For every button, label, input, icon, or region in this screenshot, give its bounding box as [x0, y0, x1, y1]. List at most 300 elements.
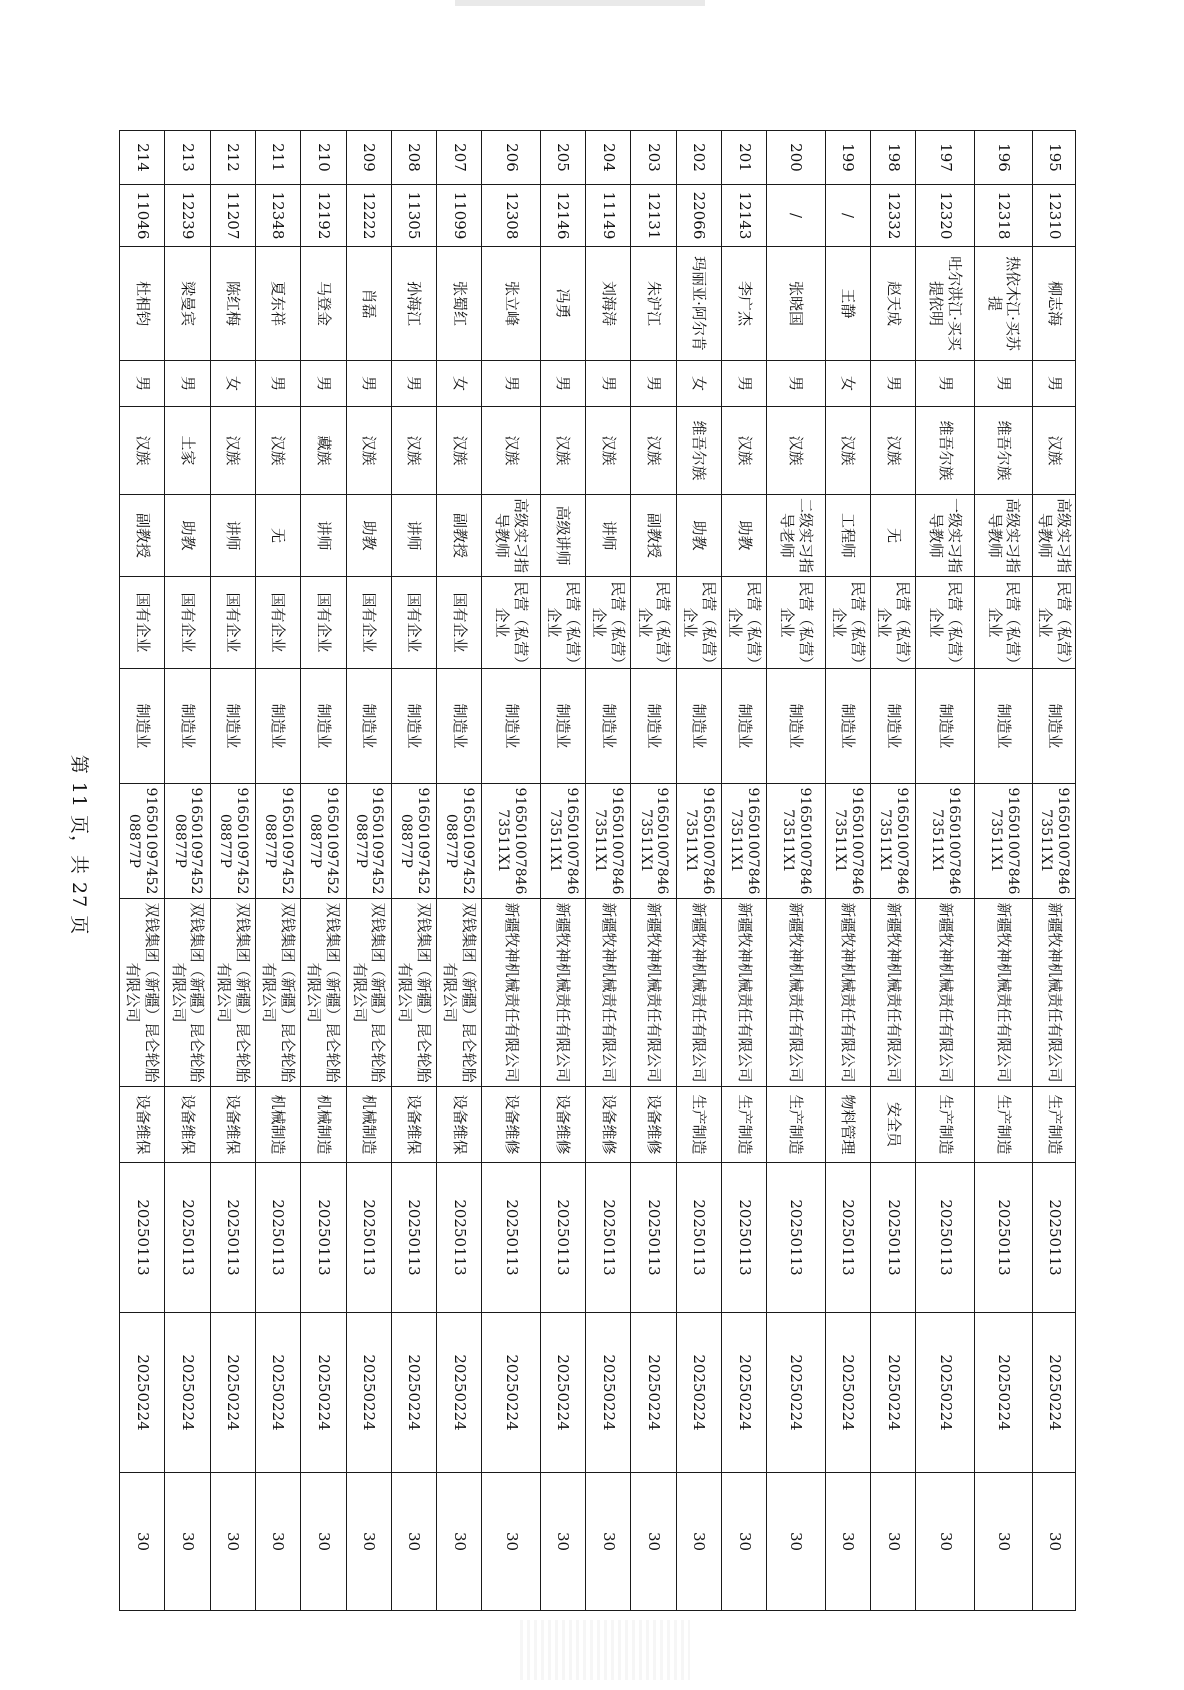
cell-industry: 制造业: [210, 669, 255, 784]
cell-credit-code: 91650109745208877P: [120, 784, 165, 899]
cell-ethnicity: 土家: [165, 407, 210, 495]
cell-title: 讲师: [586, 495, 631, 577]
cell-days: 30: [210, 1473, 255, 1611]
cell-start-date: 20250113: [916, 1163, 975, 1313]
cell-title: 二级实习指导老师: [767, 495, 826, 577]
cell-credit-code: 91650100784673511X1: [676, 784, 721, 899]
cell-industry: 制造业: [1033, 669, 1076, 784]
cell-name: 柳志海: [1033, 247, 1076, 361]
cell-company: 新疆牧神机械责任有限公司: [825, 899, 870, 1087]
cell-industry: 制造业: [722, 669, 767, 784]
cell-gender: 男: [301, 361, 346, 407]
cell-id: 11099: [437, 185, 482, 247]
cell-gender: 男: [391, 361, 436, 407]
cell-credit-code: 91650100784673511X1: [540, 784, 585, 899]
cell-company: 双钱集团（新疆）昆仑轮胎有限公司: [391, 899, 436, 1087]
cell-gender: 男: [120, 361, 165, 407]
cell-gender: 男: [586, 361, 631, 407]
cell-id: 11305: [391, 185, 436, 247]
table-row: [255, 131, 300, 1611]
cell-start-date: 20250113: [871, 1163, 916, 1313]
cell-credit-code: 91650100784673511X1: [722, 784, 767, 899]
cell-ethnicity: 汉族: [1033, 407, 1076, 495]
cell-id: 12348: [255, 185, 300, 247]
cell-position: 生产制造: [722, 1087, 767, 1163]
cell-days: 30: [974, 1473, 1033, 1611]
cell-seq: 199: [825, 131, 870, 185]
cell-seq: 207: [437, 131, 482, 185]
table-row: [540, 131, 585, 1611]
cell-ethnicity: 汉族: [391, 407, 436, 495]
cell-ethnicity: 汉族: [482, 407, 541, 495]
cell-industry: 制造业: [346, 669, 391, 784]
cell-credit-code: 91650100784673511X1: [482, 784, 541, 899]
cell-ownership: 民营（私营）企业: [974, 577, 1033, 669]
cell-company: 新疆牧神机械责任有限公司: [916, 899, 975, 1087]
cell-position: 设备维保: [210, 1087, 255, 1163]
cell-seq: 211: [255, 131, 300, 185]
cell-position: 生产制造: [1033, 1087, 1076, 1163]
cell-end-date: 20250224: [437, 1313, 482, 1473]
cell-industry: 制造业: [916, 669, 975, 784]
cell-ownership: 民营（私营）企业: [1033, 577, 1076, 669]
cell-end-date: 20250224: [165, 1313, 210, 1473]
table-row: [676, 131, 721, 1611]
cell-ownership: 民营（私营）企业: [586, 577, 631, 669]
cell-days: 30: [540, 1473, 585, 1611]
table-row: [346, 131, 391, 1611]
cell-title: 一级实习指导教师: [916, 495, 975, 577]
cell-position: 生产制造: [916, 1087, 975, 1163]
cell-seq: 205: [540, 131, 585, 185]
cell-ethnicity: 汉族: [210, 407, 255, 495]
cell-ownership: 民营（私营）企业: [871, 577, 916, 669]
cell-id: 12332: [871, 185, 916, 247]
cell-start-date: 20250113: [586, 1163, 631, 1313]
cell-ethnicity: 汉族: [437, 407, 482, 495]
cell-id: 12320: [916, 185, 975, 247]
cell-id: 12192: [301, 185, 346, 247]
cell-company: 新疆牧神机械责任有限公司: [586, 899, 631, 1087]
cell-ownership: 民营（私营）企业: [540, 577, 585, 669]
cell-company: 双钱集团（新疆）昆仑轮胎有限公司: [437, 899, 482, 1087]
cell-credit-code: 91650100784673511X1: [974, 784, 1033, 899]
cell-gender: 男: [631, 361, 676, 407]
cell-start-date: 20250113: [301, 1163, 346, 1313]
cell-start-date: 20250113: [346, 1163, 391, 1313]
cell-credit-code: 91650109745208877P: [301, 784, 346, 899]
table-row: [210, 131, 255, 1611]
cell-id: 12222: [346, 185, 391, 247]
table-row: [767, 131, 826, 1611]
cell-title: 高级实习指导教师: [974, 495, 1033, 577]
cell-start-date: 20250113: [391, 1163, 436, 1313]
cell-id: 22066: [676, 185, 721, 247]
cell-gender: 女: [210, 361, 255, 407]
cell-gender: 男: [255, 361, 300, 407]
cell-title: 助教: [346, 495, 391, 577]
cell-position: 设备维修: [482, 1087, 541, 1163]
cell-company: 新疆牧神机械责任有限公司: [540, 899, 585, 1087]
cell-seq: 212: [210, 131, 255, 185]
table-row: [1033, 131, 1076, 1611]
cell-name: 张晓国: [767, 247, 826, 361]
cell-days: 30: [482, 1473, 541, 1611]
cell-position: 机械制造: [255, 1087, 300, 1163]
cell-name: 赵天成: [871, 247, 916, 361]
cell-industry: 制造业: [482, 669, 541, 784]
cell-start-date: 20250113: [210, 1163, 255, 1313]
cell-title: 无: [255, 495, 300, 577]
cell-title: 无: [871, 495, 916, 577]
cell-gender: 女: [437, 361, 482, 407]
cell-company: 双钱集团（新疆）昆仑轮胎有限公司: [210, 899, 255, 1087]
table-row: [825, 131, 870, 1611]
cell-title: 助教: [722, 495, 767, 577]
cell-industry: 制造业: [540, 669, 585, 784]
cell-ownership: 国有企业: [437, 577, 482, 669]
cell-end-date: 20250224: [255, 1313, 300, 1473]
cell-name: 肖磊: [346, 247, 391, 361]
cell-position: 设备维保: [120, 1087, 165, 1163]
cell-days: 30: [586, 1473, 631, 1611]
cell-end-date: 20250224: [916, 1313, 975, 1473]
cell-name: 刘海涛: [586, 247, 631, 361]
cell-end-date: 20250224: [631, 1313, 676, 1473]
table-row: [165, 131, 210, 1611]
cell-seq: 214: [120, 131, 165, 185]
cell-days: 30: [255, 1473, 300, 1611]
cell-credit-code: 91650109745208877P: [346, 784, 391, 899]
cell-credit-code: 91650109745208877P: [391, 784, 436, 899]
cell-days: 30: [1033, 1473, 1076, 1611]
cell-start-date: 20250113: [1033, 1163, 1076, 1313]
cell-start-date: 20250113: [825, 1163, 870, 1313]
cell-credit-code: 91650100784673511X1: [586, 784, 631, 899]
cell-ethnicity: 汉族: [767, 407, 826, 495]
cell-ownership: 国有企业: [301, 577, 346, 669]
cell-days: 30: [825, 1473, 870, 1611]
cell-name: 冯勇: [540, 247, 585, 361]
cell-name: 杜相钧: [120, 247, 165, 361]
cell-company: 双钱集团（新疆）昆仑轮胎有限公司: [120, 899, 165, 1087]
cell-gender: 男: [722, 361, 767, 407]
cell-company: 双钱集团（新疆）昆仑轮胎有限公司: [301, 899, 346, 1087]
cell-company: 新疆牧神机械责任有限公司: [631, 899, 676, 1087]
cell-industry: 制造业: [974, 669, 1033, 784]
cell-ethnicity: 汉族: [722, 407, 767, 495]
cell-gender: 女: [825, 361, 870, 407]
cell-start-date: 20250113: [540, 1163, 585, 1313]
cell-ownership: 国有企业: [165, 577, 210, 669]
cell-seq: 203: [631, 131, 676, 185]
cell-days: 30: [120, 1473, 165, 1611]
table-row: [974, 131, 1033, 1611]
cell-credit-code: 91650100784673511X1: [767, 784, 826, 899]
cell-credit-code: 91650100784673511X1: [631, 784, 676, 899]
cell-industry: 制造业: [391, 669, 436, 784]
cell-title: 讲师: [301, 495, 346, 577]
cell-seq: 198: [871, 131, 916, 185]
cell-days: 30: [916, 1473, 975, 1611]
cell-ethnicity: 汉族: [540, 407, 585, 495]
table-row: [482, 131, 541, 1611]
cell-title: 高级实习指导教师: [1033, 495, 1076, 577]
cell-name: 吐尔洪江·买买提依明: [916, 247, 975, 361]
cell-industry: 制造业: [871, 669, 916, 784]
cell-name: 梁曼宾: [165, 247, 210, 361]
cell-ethnicity: 维吾尔族: [676, 407, 721, 495]
cell-end-date: 20250224: [871, 1313, 916, 1473]
cell-industry: 制造业: [120, 669, 165, 784]
table-body: [120, 131, 1076, 1611]
cell-start-date: 20250113: [676, 1163, 721, 1313]
cell-name: 马登金: [301, 247, 346, 361]
cell-ownership: 国有企业: [391, 577, 436, 669]
cell-name: 热依木江·买苏提: [974, 247, 1033, 361]
cell-end-date: 20250224: [586, 1313, 631, 1473]
cell-end-date: 20250224: [482, 1313, 541, 1473]
cell-gender: 男: [974, 361, 1033, 407]
cell-days: 30: [165, 1473, 210, 1611]
cell-seq: 197: [916, 131, 975, 185]
cell-position: 生产制造: [767, 1087, 826, 1163]
cell-company: 新疆牧神机械责任有限公司: [1033, 899, 1076, 1087]
cell-gender: 男: [767, 361, 826, 407]
cell-id: 12239: [165, 185, 210, 247]
cell-position: 机械制造: [346, 1087, 391, 1163]
cell-position: 设备维保: [391, 1087, 436, 1163]
cell-id: 12318: [974, 185, 1033, 247]
cell-position: 物料管理: [825, 1087, 870, 1163]
cell-ethnicity: 汉族: [631, 407, 676, 495]
cell-end-date: 20250224: [676, 1313, 721, 1473]
cell-end-date: 20250224: [974, 1313, 1033, 1473]
cell-ownership: 民营（私营）企业: [825, 577, 870, 669]
cell-ethnicity: 维吾尔族: [974, 407, 1033, 495]
cell-days: 30: [676, 1473, 721, 1611]
cell-gender: 男: [482, 361, 541, 407]
cell-end-date: 20250224: [825, 1313, 870, 1473]
cell-start-date: 20250113: [120, 1163, 165, 1313]
cell-seq: 204: [586, 131, 631, 185]
cell-industry: 制造业: [631, 669, 676, 784]
cell-start-date: 20250113: [631, 1163, 676, 1313]
cell-name: 陈红梅: [210, 247, 255, 361]
cell-title: 副教授: [120, 495, 165, 577]
cell-end-date: 20250224: [120, 1313, 165, 1473]
cell-seq: 213: [165, 131, 210, 185]
cell-title: 讲师: [391, 495, 436, 577]
cell-ownership: 民营（私营）企业: [767, 577, 826, 669]
cell-start-date: 20250113: [255, 1163, 300, 1313]
cell-credit-code: 91650109745208877P: [165, 784, 210, 899]
cell-credit-code: 91650109745208877P: [210, 784, 255, 899]
cell-end-date: 20250224: [540, 1313, 585, 1473]
cell-title: 高级实习指导教师: [482, 495, 541, 577]
cell-company: 双钱集团（新疆）昆仑轮胎有限公司: [165, 899, 210, 1087]
cell-company: 新疆牧神机械责任有限公司: [482, 899, 541, 1087]
cell-position: 生产制造: [676, 1087, 721, 1163]
cell-ethnicity: 汉族: [346, 407, 391, 495]
cell-ethnicity: 藏族: [301, 407, 346, 495]
cell-days: 30: [437, 1473, 482, 1611]
cell-company: 新疆牧神机械责任有限公司: [767, 899, 826, 1087]
cell-id: 12310: [1033, 185, 1076, 247]
table-row: [301, 131, 346, 1611]
cell-gender: 女: [676, 361, 721, 407]
cell-industry: 制造业: [586, 669, 631, 784]
cell-id: /: [767, 185, 826, 247]
cell-gender: 男: [346, 361, 391, 407]
cell-ownership: 民营（私营）企业: [916, 577, 975, 669]
cell-ethnicity: 汉族: [586, 407, 631, 495]
cell-industry: 制造业: [767, 669, 826, 784]
cell-seq: 210: [301, 131, 346, 185]
cell-gender: 男: [165, 361, 210, 407]
cell-credit-code: 91650100784673511X1: [871, 784, 916, 899]
cell-seq: 206: [482, 131, 541, 185]
cell-days: 30: [346, 1473, 391, 1611]
cell-position: 设备维修: [540, 1087, 585, 1163]
cell-days: 30: [631, 1473, 676, 1611]
cell-industry: 制造业: [676, 669, 721, 784]
cell-title: 讲师: [210, 495, 255, 577]
cell-company: 新疆牧神机械责任有限公司: [722, 899, 767, 1087]
cell-company: 新疆牧神机械责任有限公司: [676, 899, 721, 1087]
cell-ownership: 民营（私营）企业: [722, 577, 767, 669]
cell-credit-code: 91650109745208877P: [255, 784, 300, 899]
cell-end-date: 20250224: [210, 1313, 255, 1473]
cell-days: 30: [722, 1473, 767, 1611]
table-row: [871, 131, 916, 1611]
cell-id: 11149: [586, 185, 631, 247]
cell-start-date: 20250113: [437, 1163, 482, 1313]
cell-company: 双钱集团（新疆）昆仑轮胎有限公司: [255, 899, 300, 1087]
cell-position: 设备维修: [586, 1087, 631, 1163]
cell-ownership: 民营（私营）企业: [676, 577, 721, 669]
cell-ownership: 民营（私营）企业: [482, 577, 541, 669]
cell-seq: 202: [676, 131, 721, 185]
table-row: [437, 131, 482, 1611]
cell-id: 11046: [120, 185, 165, 247]
cell-credit-code: 91650100784673511X1: [1033, 784, 1076, 899]
cell-ethnicity: 汉族: [825, 407, 870, 495]
page-footer: 第 11 页，共 27 页: [68, 754, 90, 936]
cell-seq: 209: [346, 131, 391, 185]
cell-company: 双钱集团（新疆）昆仑轮胎有限公司: [346, 899, 391, 1087]
cell-ethnicity: 汉族: [255, 407, 300, 495]
cell-name: 王静: [825, 247, 870, 361]
cell-id: /: [825, 185, 870, 247]
cell-name: 夏东祥: [255, 247, 300, 361]
cell-industry: 制造业: [165, 669, 210, 784]
cell-position: 设备维修: [631, 1087, 676, 1163]
cell-start-date: 20250113: [767, 1163, 826, 1313]
cell-ownership: 国有企业: [255, 577, 300, 669]
cell-ethnicity: 维吾尔族: [916, 407, 975, 495]
cell-days: 30: [767, 1473, 826, 1611]
cell-credit-code: 91650100784673511X1: [825, 784, 870, 899]
cell-end-date: 20250224: [722, 1313, 767, 1473]
cell-seq: 200: [767, 131, 826, 185]
cell-ownership: 国有企业: [120, 577, 165, 669]
cell-position: 设备维保: [165, 1087, 210, 1163]
cell-end-date: 20250224: [346, 1313, 391, 1473]
cell-position: 安全员: [871, 1087, 916, 1163]
cell-title: 工程师: [825, 495, 870, 577]
cell-seq: 195: [1033, 131, 1076, 185]
table-row: [586, 131, 631, 1611]
cell-start-date: 20250113: [165, 1163, 210, 1313]
cell-industry: 制造业: [437, 669, 482, 784]
cell-title: 副教授: [631, 495, 676, 577]
cell-end-date: 20250224: [301, 1313, 346, 1473]
table-row: [631, 131, 676, 1611]
cell-position: 生产制造: [974, 1087, 1033, 1163]
cell-seq: 201: [722, 131, 767, 185]
cell-id: 12143: [722, 185, 767, 247]
cell-ethnicity: 汉族: [120, 407, 165, 495]
cell-name: 李广杰: [722, 247, 767, 361]
cell-days: 30: [301, 1473, 346, 1611]
table-row: [722, 131, 767, 1611]
cell-seq: 208: [391, 131, 436, 185]
cell-industry: 制造业: [255, 669, 300, 784]
cell-title: 助教: [676, 495, 721, 577]
cell-id: 11207: [210, 185, 255, 247]
cell-title: 副教授: [437, 495, 482, 577]
cell-title: 高级讲师: [540, 495, 585, 577]
cell-end-date: 20250224: [391, 1313, 436, 1473]
cell-name: 朱沪江: [631, 247, 676, 361]
cell-name: 孙海江: [391, 247, 436, 361]
cell-days: 30: [871, 1473, 916, 1611]
cell-credit-code: 91650109745208877P: [437, 784, 482, 899]
cell-ownership: 国有企业: [210, 577, 255, 669]
cell-name: 张立峰: [482, 247, 541, 361]
cell-company: 新疆牧神机械责任有限公司: [974, 899, 1033, 1087]
cell-seq: 196: [974, 131, 1033, 185]
cell-ethnicity: 汉族: [871, 407, 916, 495]
cell-id: 12131: [631, 185, 676, 247]
cell-credit-code: 91650100784673511X1: [916, 784, 975, 899]
roster-table: [119, 130, 1076, 1611]
cell-company: 新疆牧神机械责任有限公司: [871, 899, 916, 1087]
cell-industry: 制造业: [825, 669, 870, 784]
cell-name: 玛丽亚·阿尔肯: [676, 247, 721, 361]
cell-ownership: 民营（私营）企业: [631, 577, 676, 669]
cell-end-date: 20250224: [1033, 1313, 1076, 1473]
cell-start-date: 20250113: [974, 1163, 1033, 1313]
cell-industry: 制造业: [301, 669, 346, 784]
cell-id: 12146: [540, 185, 585, 247]
cell-gender: 男: [871, 361, 916, 407]
cell-position: 机械制造: [301, 1087, 346, 1163]
cell-gender: 男: [1033, 361, 1076, 407]
cell-end-date: 20250224: [767, 1313, 826, 1473]
cell-start-date: 20250113: [482, 1163, 541, 1313]
cell-title: 助教: [165, 495, 210, 577]
table-row: [391, 131, 436, 1611]
cell-ownership: 国有企业: [346, 577, 391, 669]
cell-start-date: 20250113: [722, 1163, 767, 1313]
table-row: [916, 131, 975, 1611]
cell-name: 张蜀红: [437, 247, 482, 361]
cell-gender: 男: [540, 361, 585, 407]
cell-gender: 男: [916, 361, 975, 407]
cell-id: 12308: [482, 185, 541, 247]
